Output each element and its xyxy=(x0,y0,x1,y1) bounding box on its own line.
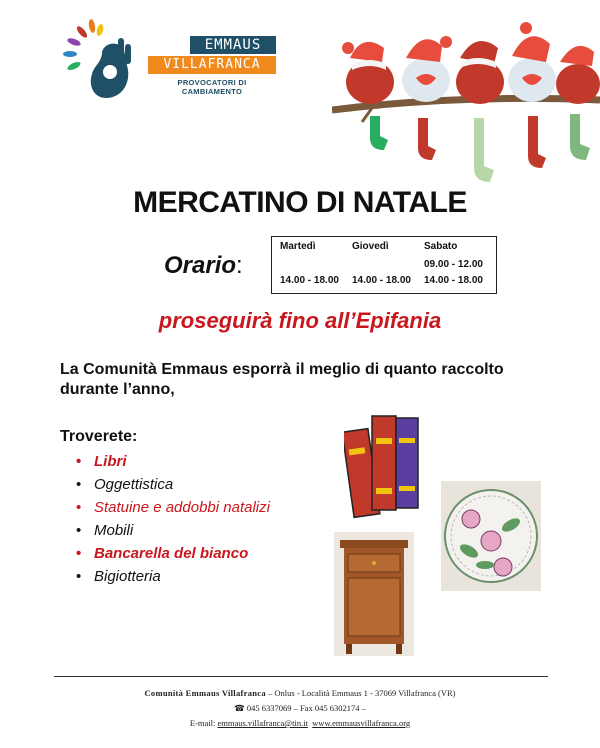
hours-day: Giovedì xyxy=(352,241,389,252)
bullet-icon: • xyxy=(76,476,82,493)
footer-divider xyxy=(54,676,548,677)
hours-afternoon: 14.00 - 18.00 xyxy=(280,275,339,286)
website-link[interactable]: www.emmausvillafranca.org xyxy=(312,718,411,728)
hours-day: Martedì xyxy=(280,241,316,252)
footer-contacts: E-mail: emmaus.villafranca@tin.it www.emmausvillafranca.org xyxy=(189,718,411,728)
hours-afternoon: 14.00 - 18.00 xyxy=(352,275,411,286)
list-item-text: Bigiotteria xyxy=(94,568,161,585)
bullet-icon: • xyxy=(76,453,82,470)
list-item xyxy=(76,542,270,565)
hours-morning: 09.00 - 12.00 xyxy=(424,259,483,270)
books-illustration xyxy=(344,408,426,520)
opening-hours-table xyxy=(271,236,497,294)
hours-day: Sabato xyxy=(424,241,458,252)
christmas-birds-illustration xyxy=(332,18,600,194)
list-item xyxy=(76,473,270,496)
logo-villafranca-text: VILLAFRANCA xyxy=(148,56,276,74)
footer-phone: ☎ 045 6337069 – Fax 045 6302174 – xyxy=(234,703,366,713)
hours-morning xyxy=(352,259,424,275)
bullet-icon: • xyxy=(76,568,82,585)
leaf-hand-logo xyxy=(62,14,140,104)
logo-emmaus-text: EMMAUS xyxy=(190,36,276,54)
list-item-text: Oggettistica xyxy=(94,476,174,493)
hours-column-sabato xyxy=(424,241,496,286)
nightstand-photo xyxy=(334,532,414,656)
items-list xyxy=(76,450,270,588)
footer-address: Comunità Emmaus Villafranca – Onlus - Località Emmaus 1 - 37069 Villafranca (VR) xyxy=(144,688,456,698)
logo-tagline: PROVOCATORI DI CAMBIAMENTO xyxy=(177,78,247,96)
orario-label: Orario: xyxy=(164,252,243,279)
bullet-icon: • xyxy=(76,522,82,539)
list-item xyxy=(76,519,270,542)
troverete-label: Troverete: xyxy=(60,428,138,445)
list-item xyxy=(76,565,270,588)
emmaus-logo xyxy=(148,36,278,100)
phone-icon: ☎ xyxy=(234,703,245,713)
lace-doily-photo xyxy=(441,481,541,591)
bullet-icon: • xyxy=(76,545,82,562)
page-title: MERCATINO DI NATALE xyxy=(133,186,467,219)
email-link[interactable]: emmaus.villafranca@tin.it xyxy=(217,718,308,728)
list-item-text: Statuine e addobbi natalizi xyxy=(94,499,270,516)
epifania-notice: proseguirà fino all’Epifania xyxy=(158,308,442,333)
hours-afternoon: 14.00 - 18.00 xyxy=(424,275,483,286)
hours-column-martedi xyxy=(280,241,352,286)
list-item xyxy=(76,450,270,473)
hours-column-giovedi xyxy=(352,241,424,286)
hours-morning xyxy=(280,259,352,275)
list-item-text: Mobili xyxy=(94,522,134,539)
list-item-text: Bancarella del bianco xyxy=(94,545,249,562)
bullet-icon: • xyxy=(76,499,82,516)
list-item xyxy=(76,496,270,519)
list-item-text: Libri xyxy=(94,453,127,470)
intro-text: La Comunità Emmaus esporrà il meglio di quanto raccolto durante l’anno, xyxy=(60,361,504,398)
